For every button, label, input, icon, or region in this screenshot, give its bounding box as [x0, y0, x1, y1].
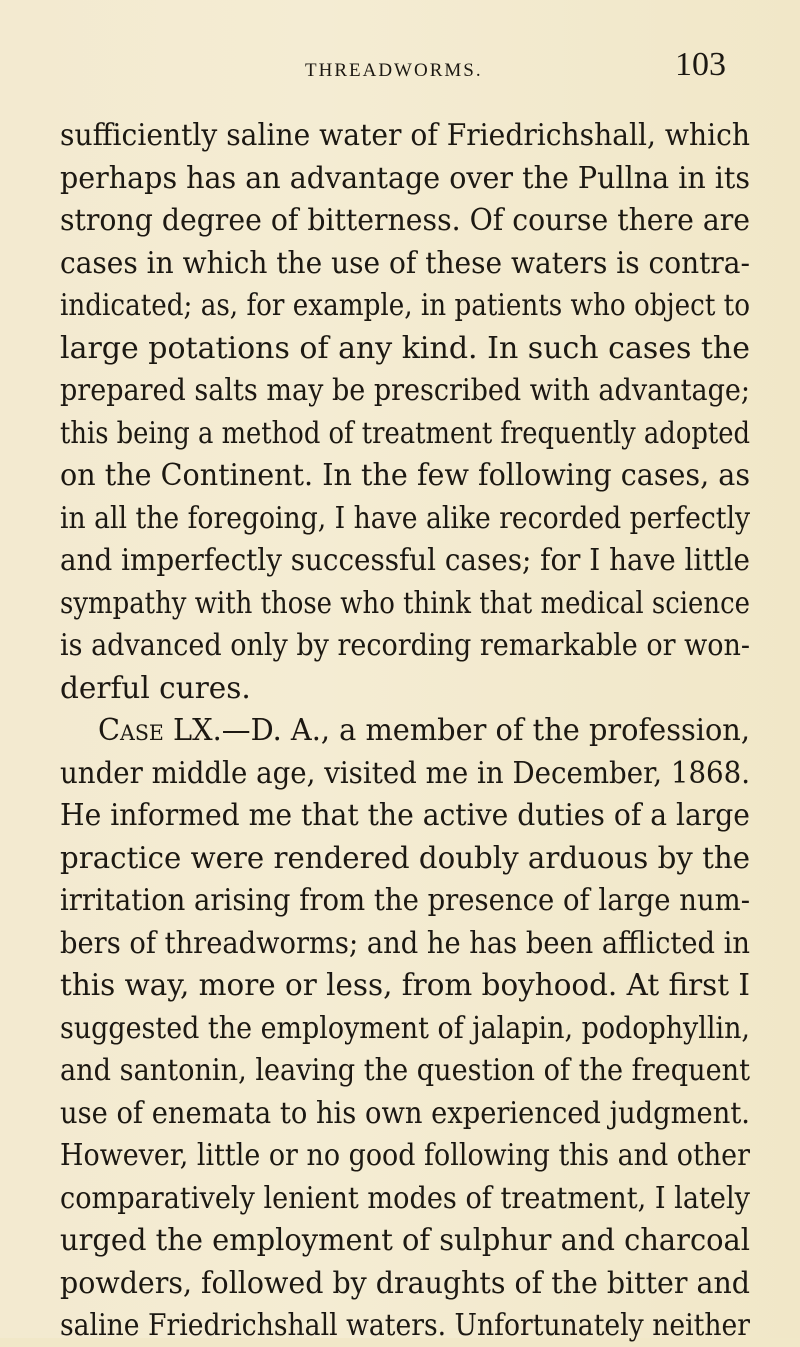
text-line — [60, 1177, 750, 1220]
text-line — [60, 837, 750, 880]
text-line — [60, 582, 750, 625]
running-head: THREADWORMS. — [305, 60, 483, 81]
text-line — [60, 879, 750, 922]
text-run: He informed me that the active duties of a large — [60, 798, 750, 832]
text-line — [60, 922, 750, 965]
text-line — [60, 1304, 750, 1347]
text-line — [60, 1134, 750, 1177]
text-line — [60, 199, 750, 242]
text-line — [60, 709, 750, 752]
text-line — [60, 1219, 750, 1262]
text-line — [60, 794, 750, 837]
page-number: 103 — [675, 46, 726, 83]
text-run: large potations of any kind. In such cases the — [60, 330, 750, 365]
text-run: perhaps has an advantage over the Pullna in its — [60, 160, 750, 195]
text-run: cases in which the use of these waters is contra- — [60, 245, 750, 280]
text-run: irritation arising from the presence of large num- — [60, 883, 750, 917]
text-line — [60, 454, 750, 497]
case-heading: Case LX. — [98, 713, 222, 747]
text-run: practice were rendered doubly arduous by the — [60, 840, 750, 875]
text-line — [60, 327, 750, 370]
page-header — [0, 46, 800, 100]
text-run: use of enemata to his own experienced judgment. — [60, 1095, 750, 1130]
text-run: and santonin, leaving the question of the frequent — [60, 1053, 750, 1087]
text-line — [60, 539, 750, 582]
text-run: sufficiently saline water of Friedrichshall, which — [60, 118, 750, 152]
text-run: suggested the employment of jalapin, podophyllin, — [60, 1010, 750, 1045]
text-run: urged the employment of sulphur and charcoal — [60, 1223, 750, 1257]
text-line — [60, 114, 750, 157]
text-line — [60, 157, 750, 200]
text-run: bers of threadworms; and he has been afflicted in — [60, 925, 750, 960]
text-line — [60, 1262, 750, 1305]
text-line — [60, 369, 750, 412]
text-run: strong degree of bitterness. Of course there are — [60, 203, 750, 237]
text-line — [60, 624, 750, 667]
body-text — [60, 114, 750, 1347]
text-run: under middle age, visited me in December, 1868. — [60, 755, 750, 790]
text-run: powders, followed by draughts of the bitter and — [60, 1265, 750, 1300]
text-run: indicated; as, for example, in patients who object to — [60, 288, 750, 322]
text-run: this way, more or less, from boyhood. At first I — [60, 968, 750, 1002]
text-run: saline Friedrichshall waters. Unfortunately neither — [60, 1308, 750, 1342]
text-line — [60, 667, 750, 710]
text-run: sympathy with those who think that medical science — [60, 585, 750, 620]
text-run: comparatively lenient modes of treatment, I lately — [60, 1180, 750, 1215]
text-line — [60, 1092, 750, 1135]
text-run: on the Continent. In the few following cases, as — [60, 458, 750, 492]
text-run: —D. A., a member of the profession, — [221, 713, 750, 747]
text-line — [60, 1007, 750, 1050]
text-run: derful cures. — [60, 670, 251, 705]
text-line — [60, 1049, 750, 1092]
text-line — [60, 242, 750, 285]
text-line — [60, 412, 750, 455]
text-run: prepared salts may be prescribed with advantage; — [60, 373, 750, 407]
text-run: However, little or no good following this and other — [60, 1138, 750, 1172]
text-run: is advanced only by recording remarkable or won- — [60, 628, 750, 662]
text-line — [60, 284, 750, 327]
text-line — [60, 497, 750, 540]
text-run: in all the foregoing, I have alike recorded perfectly — [60, 500, 750, 535]
text-run: this being a method of treatment frequently adopted — [60, 415, 750, 450]
text-run: and imperfectly successful cases; for I have little — [60, 543, 750, 577]
text-line — [60, 964, 750, 1007]
text-line — [60, 752, 750, 795]
